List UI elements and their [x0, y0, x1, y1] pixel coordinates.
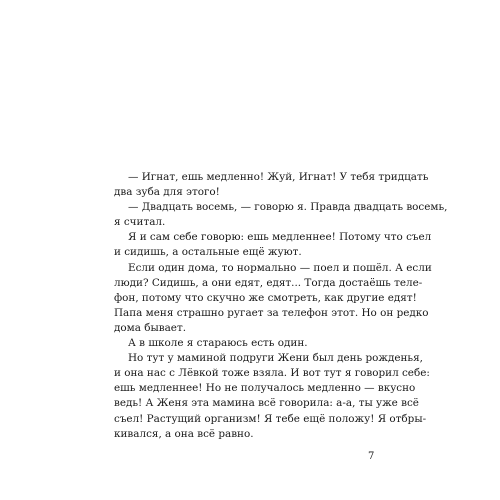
text-line: съел! Растущий организм! Я тебе ещё положу! Я отбры-	[114, 412, 427, 425]
text-line: я считал.	[114, 216, 166, 229]
text-line: Но тут у маминой подруги Жени был день рожденья,	[128, 352, 423, 365]
body-text	[114, 170, 448, 442]
text-line: Если один дома, то нормально — поел и пошёл. А если	[128, 261, 432, 274]
text-line: кивался, а она всё равно.	[114, 427, 254, 440]
text-line: А в школе я стараюсь есть один.	[128, 337, 308, 350]
text-line: и она нас с Лёвкой тоже взяла. И вот тут я говорил себе:	[114, 367, 430, 380]
text-line: ведь! А Женя эта мамина всё говорила: а-а, ты уже всё	[114, 397, 419, 410]
text-line: люди? Сидишь, а они едят, едят... Тогда достаёшь теле-	[114, 276, 423, 289]
page-number: 7	[368, 451, 375, 462]
text-line: — Игнат, ешь медленно! Жуй, Игнат! У тебя тридцать	[128, 171, 429, 183]
text-line: фон, потому что скучно же смотреть, как другие едят!	[114, 291, 417, 304]
text-line: и сидишь, а остальные ещё жуют.	[114, 246, 302, 259]
text-line: — Двадцать восемь, — говорю я. Правда двадцать восемь,	[128, 201, 448, 214]
text-line: ешь медленнее! Но не получалось медленно — вкусно	[114, 382, 416, 395]
text-line: Папа меня страшно ругает за телефон этот. Но он редко	[114, 306, 429, 319]
text-line: Я и сам себе говорю: ешь медленнее! Потому что съел	[128, 231, 432, 244]
text-line: дома бывает.	[114, 321, 187, 334]
text-line: два зуба для этого!	[114, 186, 220, 199]
